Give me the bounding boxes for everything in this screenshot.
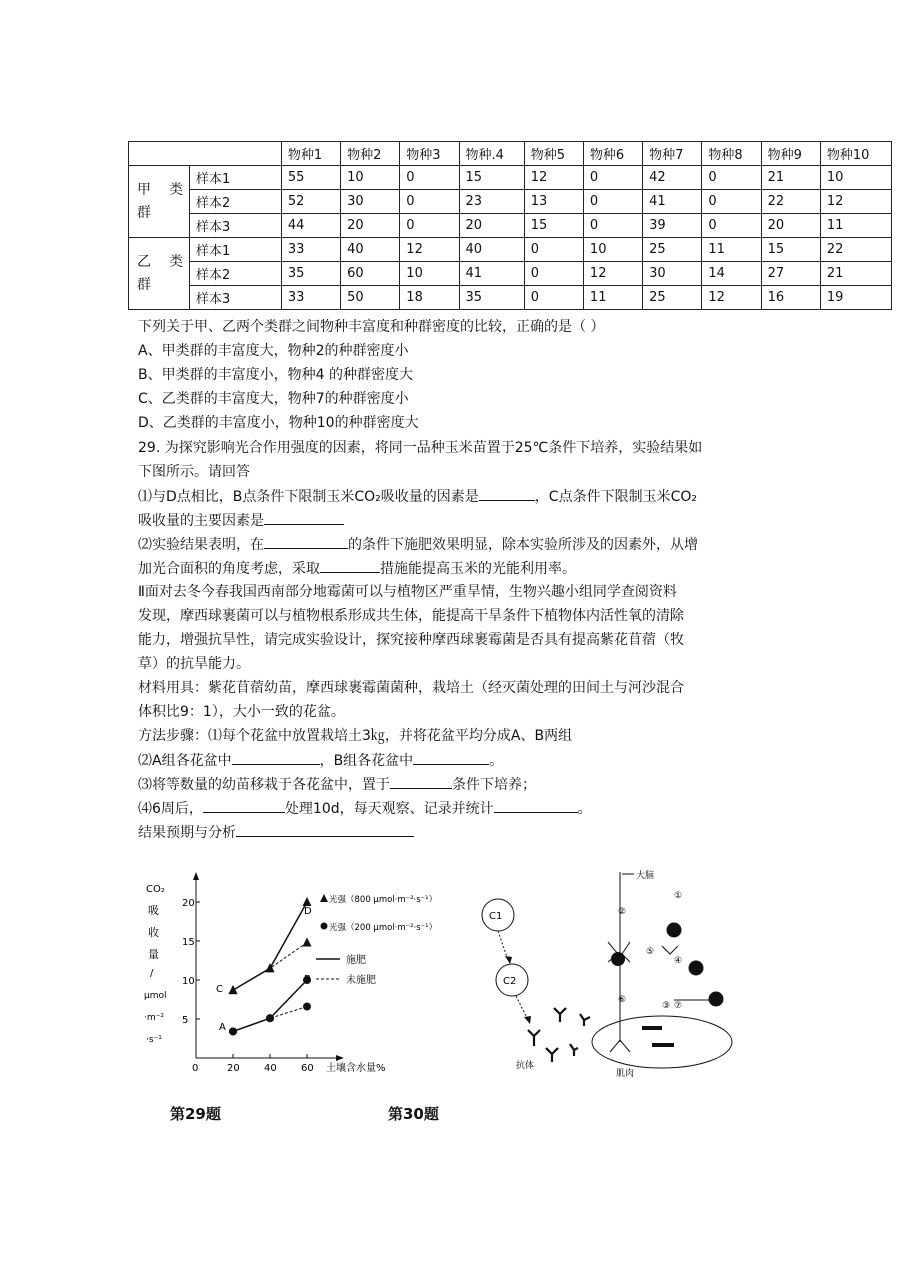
table-cell: 33	[281, 286, 340, 310]
table-cell: 11	[820, 214, 891, 238]
header-cell: 物种2	[341, 142, 400, 166]
cell-c2-label: C2	[503, 976, 517, 987]
fig30-caption: 第30题	[388, 1105, 439, 1123]
table-cell: 60	[341, 262, 400, 286]
table-row	[129, 166, 892, 190]
q29-p1-cont	[138, 511, 344, 530]
fig29-ylabel-1: 吸	[148, 904, 159, 917]
answer-blank[interactable]	[236, 823, 414, 837]
group-label	[129, 166, 190, 238]
marker-2: ②	[618, 907, 627, 917]
brain-label: 大脑	[636, 871, 655, 881]
fig29-x-arrow	[336, 1055, 344, 1061]
fig29-ylabel-7: ·s⁻¹	[146, 1035, 162, 1045]
table-cell: 0	[524, 238, 583, 262]
arrow-c2-antibody-head	[524, 1016, 531, 1024]
table-cell: 20	[459, 214, 524, 238]
header-cell: 物种7	[643, 142, 702, 166]
arrow-c1-c2	[498, 931, 508, 960]
table-cell: 33	[281, 238, 340, 262]
question-stem: 下列关于甲、乙两个类群之间物种丰富度和种群密度的比较，正确的是（ ）	[138, 319, 605, 335]
group-name-b: 类	[169, 181, 183, 198]
table-cell: 40	[459, 238, 524, 262]
table-row	[129, 286, 892, 310]
table-cell: 20	[761, 214, 820, 238]
receptor-v	[662, 946, 678, 954]
table-row	[129, 262, 892, 286]
point-label-c: C	[216, 984, 223, 995]
table-cell: 52	[281, 190, 340, 214]
result-label: 结果预期与分析	[138, 825, 236, 841]
series-line-low-fert	[233, 980, 307, 1031]
table-cell: 35	[459, 286, 524, 310]
table-cell: 18	[400, 286, 459, 310]
y-tick-label: 5	[182, 1015, 189, 1026]
legend-fert: 施肥	[346, 955, 366, 966]
antibody-label: 抗体	[516, 1061, 535, 1071]
table-cell: 12	[702, 286, 761, 310]
marker-4: ④	[674, 956, 683, 966]
q29-p1a: ⑴与D点相比，B点条件下限制玉米CO₂吸收量的因素是	[138, 489, 479, 505]
table-cell: 0	[702, 166, 761, 190]
table-cell: 25	[643, 286, 702, 310]
species-table	[128, 141, 892, 310]
answer-blank[interactable]	[320, 559, 380, 573]
fig29-y-arrow	[193, 872, 199, 880]
table-cell: 30	[341, 190, 400, 214]
muscle-bar-2	[652, 1043, 674, 1047]
y-tick-label: 10	[182, 976, 195, 987]
answer-blank[interactable]	[413, 751, 489, 765]
table-cell: 11	[702, 238, 761, 262]
table-cell: 12	[524, 166, 583, 190]
header-cell: 物种3	[400, 142, 459, 166]
sample-label: 样本1	[190, 166, 282, 190]
q29-p2c: 加光合面积的角度考虑，采取	[138, 561, 320, 577]
step-3	[138, 775, 536, 794]
marker-3: ③	[662, 1001, 671, 1011]
table-cell: 12	[583, 262, 642, 286]
q29-p2a: ⑵实验结果表明，在	[138, 537, 264, 553]
part2-l3: 能力，增强抗旱性，请完成实验设计，探究接种摩西球裹霉菌是否具有提高紫花苜蓿（牧	[138, 632, 684, 648]
cell-c1-label: C1	[489, 911, 503, 922]
table-header-row	[129, 142, 892, 166]
table-cell: 21	[761, 166, 820, 190]
table-cell: 0	[583, 190, 642, 214]
step-4	[138, 799, 592, 818]
data-point-high-nofert	[303, 938, 312, 947]
answer-blank[interactable]	[479, 487, 535, 501]
part2-l2: 发现，摩西球裹菌可以与植物根系形成共生体，能提高干旱条件下植物体内活性氧的清除	[138, 608, 684, 624]
table-cell: 0	[702, 214, 761, 238]
table-cell: 22	[820, 238, 891, 262]
table-cell: 50	[341, 286, 400, 310]
point-label-b: B	[304, 974, 311, 985]
y-tick-label: 20	[182, 898, 195, 909]
table-body	[129, 166, 892, 310]
step-4a: ⑷6周后，	[138, 801, 203, 817]
marker-5: ⑤	[646, 947, 655, 957]
data-point-low-nofert	[229, 1027, 237, 1035]
sample-label: 样本2	[190, 190, 282, 214]
table-cell: 19	[820, 286, 891, 310]
fig29-caption: 第29题	[170, 1105, 221, 1123]
fig29-chart	[138, 862, 458, 1082]
table-cell: 14	[702, 262, 761, 286]
result-line	[138, 823, 414, 842]
table-cell: 0	[583, 214, 642, 238]
part2-l4: 草）的抗旱能力。	[138, 656, 250, 672]
group-name-b: 类	[169, 253, 183, 270]
muscle-label: 肌肉	[616, 1069, 635, 1079]
arrow-c2-antibody	[516, 996, 528, 1020]
table-cell: 15	[761, 238, 820, 262]
table-cell: 12	[820, 190, 891, 214]
marker-7: ⑦	[674, 1001, 683, 1011]
answer-blank[interactable]	[390, 775, 452, 789]
neurotransmitter-3	[689, 961, 704, 976]
table-cell: 27	[761, 262, 820, 286]
fig30-diagram	[470, 862, 750, 1082]
table-cell: 10	[820, 166, 891, 190]
step-4c: 。	[577, 801, 592, 817]
step-3a: ⑶将等数量的幼苗移栽于各花盆中，置于	[138, 777, 390, 793]
option-c: C、乙类群的丰富度大，物种7的种群密度小	[138, 391, 409, 407]
group-name-a: 甲	[137, 181, 151, 198]
table-row	[129, 238, 892, 262]
table-cell: 10	[583, 238, 642, 262]
materials-l1: 材料用具：紫花苜蓿幼苗，摩西球裹霉菌菌种，栽培土（经灭菌处理的田间土与河沙混合	[138, 680, 684, 696]
neurotransmitter-4	[709, 992, 724, 1007]
sample-label: 样本3	[190, 214, 282, 238]
fig29-ylabel-3: 量	[148, 948, 159, 961]
table-cell: 0	[400, 190, 459, 214]
q29-p2d: 措施能提高玉米的光能利用率。	[380, 561, 576, 577]
table-cell: 0	[524, 262, 583, 286]
header-cell: 物种5	[524, 142, 583, 166]
step-2b: ，B组各花盆中	[319, 753, 414, 769]
antibody-group	[528, 1008, 590, 1062]
part2-l1: Ⅱ面对去冬今春我国西南部分地霉菌可以与植物区严重旱情，生物兴趣小组同学查阅资料	[138, 584, 677, 600]
q29-line1: 29. 为探究影响光合作用强度的因素，将同一品种玉米苗置于25℃条件下培养，实验结果如	[138, 440, 703, 456]
table-cell: 16	[761, 286, 820, 310]
data-point-high-nofert	[266, 963, 275, 972]
data-point-low-nofert	[303, 1003, 311, 1011]
q29-line2: 下图所示。请回答	[138, 464, 250, 480]
x-tick-label: 60	[301, 1063, 314, 1074]
table-cell: 0	[702, 190, 761, 214]
q29-p1	[138, 487, 697, 506]
header-cell: 物种10	[820, 142, 891, 166]
fig29-ylabel-2: 收	[148, 926, 159, 939]
materials-l2: 体积比9：1），大小一致的花盆。	[138, 704, 345, 720]
data-point-low-nofert	[266, 1014, 274, 1022]
q29-p2	[138, 535, 698, 554]
table-cell: 0	[400, 166, 459, 190]
answer-blank[interactable]	[264, 535, 348, 549]
table-cell: 21	[820, 262, 891, 286]
fig29-ylabel-4: /	[150, 968, 154, 979]
table-cell: 11	[583, 286, 642, 310]
table-cell: 13	[524, 190, 583, 214]
fig29-ylabel-0: CO₂	[146, 884, 165, 895]
legend-low-marker	[321, 923, 328, 930]
group-label	[129, 238, 190, 310]
group-name-c: 群	[137, 276, 151, 293]
step-1: 方法步骤：⑴每个花盆中放置栽培土3㎏，并将花盆平均分成A、B两组	[138, 728, 573, 744]
header-cell: 物种9	[761, 142, 820, 166]
data-point-high-fert	[303, 897, 312, 906]
answer-blank[interactable]	[264, 511, 344, 525]
point-label-a: A	[219, 1022, 226, 1033]
header-cell: 物种.4	[459, 142, 524, 166]
group-name-a: 乙	[137, 253, 151, 270]
y-tick-label: 15	[182, 937, 195, 948]
table-cell: 22	[761, 190, 820, 214]
step-2c: 。	[489, 753, 504, 769]
q29-p1b: ，C点条件下限制玉米CO₂	[534, 489, 697, 505]
table-cell: 10	[341, 166, 400, 190]
marker-6: ⑥	[618, 995, 627, 1005]
answer-blank[interactable]	[232, 751, 320, 765]
header-cell: 物种6	[583, 142, 642, 166]
table-cell: 40	[341, 238, 400, 262]
answer-blank[interactable]	[494, 799, 578, 813]
step-2	[138, 751, 503, 770]
table-cell: 20	[341, 214, 400, 238]
table-cell: 15	[524, 214, 583, 238]
sample-label: 样本2	[190, 262, 282, 286]
sample-label: 样本3	[190, 286, 282, 310]
fig29-ylabel-6: ·m⁻²	[144, 1013, 164, 1023]
table-cell: 42	[643, 166, 702, 190]
table-cell: 12	[400, 238, 459, 262]
table-cell: 23	[459, 190, 524, 214]
legend-nofert: 未施肥	[346, 975, 376, 986]
table-cell: 0	[400, 214, 459, 238]
point-label-d: D	[304, 906, 312, 917]
table-cell: 41	[643, 190, 702, 214]
header-cell: 物种8	[702, 142, 761, 166]
table-cell: 25	[643, 238, 702, 262]
step-2a: ⑵A组各花盆中	[138, 753, 232, 769]
x-tick-label: 0	[192, 1063, 199, 1074]
marker-1: ①	[674, 891, 683, 901]
legend-high-marker	[320, 894, 328, 902]
step-4b: 处理10d，每天观察、记录并统计	[284, 801, 494, 817]
option-d: D、乙类群的丰富度小，物种10的种群密度大	[138, 415, 419, 431]
table-cell: 30	[643, 262, 702, 286]
table-row	[129, 190, 892, 214]
muscle-ellipse	[592, 1016, 732, 1068]
step-3b: 条件下培养；	[452, 777, 536, 793]
q29-p1c: 吸收量的主要因素是	[138, 513, 264, 529]
table-cell: 44	[281, 214, 340, 238]
neurotransmitter-2	[611, 952, 625, 966]
table-cell: 35	[281, 262, 340, 286]
table-cell: 41	[459, 262, 524, 286]
muscle-bar-1	[642, 1026, 662, 1030]
sample-label: 样本1	[190, 238, 282, 262]
arrow-c1-c2-head	[505, 956, 512, 964]
series-line-high-fert	[233, 902, 307, 990]
table-cell: 39	[643, 214, 702, 238]
neurotransmitter-1	[667, 923, 682, 938]
table-cell: 55	[281, 166, 340, 190]
table-cell: 0	[583, 166, 642, 190]
legend-low: 光强（200 μmol·m⁻²·s⁻¹）	[329, 923, 438, 933]
option-a: A、甲类群的丰富度大，物种2的种群密度小	[138, 343, 409, 359]
q29-p2-cont	[138, 559, 576, 578]
data-point-high-nofert	[229, 985, 238, 994]
table-cell: 15	[459, 166, 524, 190]
table-row	[129, 214, 892, 238]
answer-blank[interactable]	[203, 799, 285, 813]
x-tick-label: 40	[264, 1063, 277, 1074]
option-b: B、甲类群的丰富度小，物种4 的种群密度大	[138, 367, 413, 383]
fig29-xlabel: 土壤含水量%	[326, 1063, 386, 1074]
q29-p2b: 的条件下施肥效果明显，除本实验所涉及的因素外，从增	[348, 537, 698, 553]
legend-high: 光强（800 μmol·m⁻²·s⁻¹）	[329, 895, 438, 905]
table-cell: 10	[400, 262, 459, 286]
fig29-ylabel-5: μmol	[144, 991, 167, 1001]
header-cell: 物种1	[281, 142, 340, 166]
group-name-c: 群	[137, 204, 151, 221]
x-tick-label: 20	[227, 1063, 240, 1074]
table-cell: 0	[524, 286, 583, 310]
